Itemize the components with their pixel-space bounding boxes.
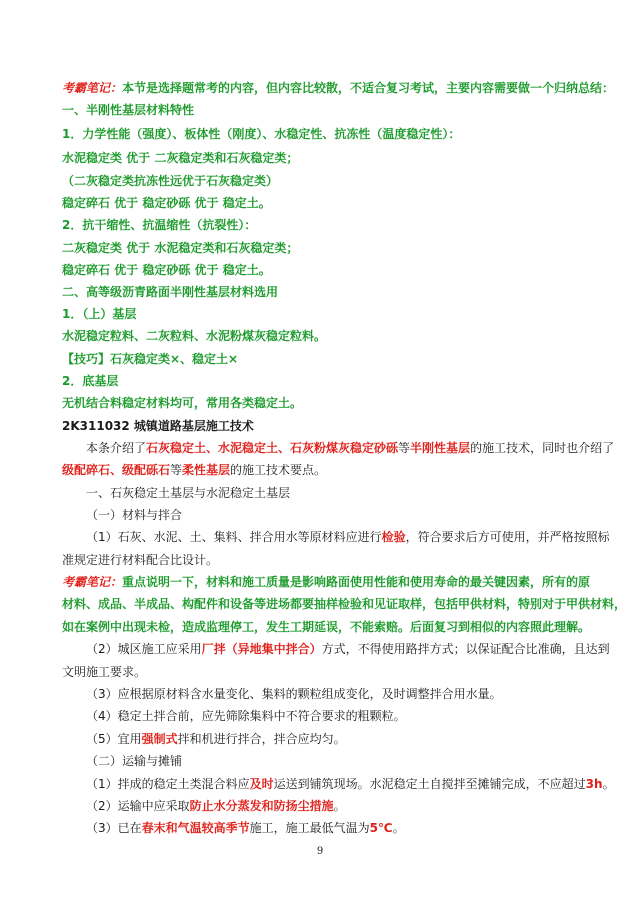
note-line: 材料、成品、半成品、构配件和设备等进场都要抽样检验和见证取样，包括甲供材料，特别对于甲供材料， [62,597,627,611]
subheading: 2．底基层 [62,374,119,388]
note-text: 本节是选择题常考的内容，但内容比较散，不适合复习考试，主要内容需要做一个归纳总结： [122,81,615,95]
page-number: 9 [316,846,324,857]
paragraph-line: 文明施工要求。 [62,665,147,679]
paragraph-line: （5）宜用强制式拌和机进行拌合，拌合应均匀。 [86,732,346,746]
text-line: （二灰稳定类抗冻性远优于石灰稳定类） [62,174,279,188]
section-heading-2: 二、高等级沥青路面半刚性基层材料选用 [62,285,279,299]
paragraph-line: （2）城区施工应采用厂拌（异地集中拌合）方式，不得使用路拌方式；以保证配合比准确，且达到 [86,642,610,656]
subsection-heading: （二）运输与摊铺 [86,754,183,768]
note-line: 如在案例中出现未检，造成监理停工，发生工期延误，不能索赔。后面复习到相似的内容照此理解。 [62,620,591,634]
text-line: 稳定碎石 优于 稳定砂砾 优于 稳定土。 [62,196,271,210]
paragraph-line: （2）运输中应采取防止水分蒸发和防扬尘措施。 [86,799,346,813]
paragraph-line: 级配碎石、级配砾石等柔性基层的施工技术要点。 [62,463,327,477]
text-line: 水泥稳定粒料、二灰粒料、水泥粉煤灰稳定粒料。 [62,329,327,343]
paragraph-line: 准规定进行材料配合比设计。 [62,553,219,567]
subsection-heading: （一）材料与拌合 [86,508,183,522]
section-code-title: 2K311032 城镇道路基层施工技术 [62,419,254,433]
item-2-heading: 2．抗干缩性、抗温缩性（抗裂性）： [62,218,257,232]
section-heading: 一、石灰稳定土基层与水泥稳定土基层 [86,486,291,500]
note-line-1 [62,80,614,96]
section-heading-1: 一、半刚性基层材料特性 [62,103,195,117]
text-line: 二灰稳定类 优于 水泥稳定类和石灰稳定类； [62,241,299,255]
subheading: 1．（上）基层 [62,307,137,321]
paragraph-line: （1）石灰、水泥、土、集料、拌合用水等原材料应进行检验，符合要求后方可使用，并严格按照标 [86,530,610,544]
text-line: 无机结合料稳定材料均可，常用各类稳定土。 [62,396,303,410]
note-line-2: 考霸笔记：重点说明一下，材料和施工质量是影响路面使用性能和使用寿命的最关键因素，所有的原 [62,575,591,589]
text-line: 水泥稳定类 优于 二灰稳定类和石灰稳定类； [62,151,299,165]
text-line: 稳定碎石 优于 稳定砂砾 优于 稳定土。 [62,263,271,277]
paragraph-line: （4）稳定土拌合前，应先筛除集料中不符合要求的粗颗粒。 [86,709,406,723]
paragraph-line: （3）应根据原材料含水量变化、集料的颗粒组成变化，及时调整拌合用水量。 [86,687,502,701]
paragraph-line: （1）拌成的稳定土类混合料应及时运送到铺筑现场。水泥稳定土自搅拌至摊铺完成，不应超过3h。 [86,777,615,791]
note-tag: 考霸笔记： [62,81,123,95]
paragraph-line: （3）已在春末和气温较高季节施工，施工最低气温为5℃。 [86,821,405,835]
item-1-heading: 1．力学性能（强度）、板体性（刚度）、水稳定性、抗冻性（温度稳定性）： [62,127,461,141]
tip-line: 【技巧】石灰稳定类×、稳定土× [62,352,239,366]
paragraph-line: 本条介绍了石灰稳定土、水泥稳定土、石灰粉煤灰稳定砂砾等半刚性基层的施工技术，同时也介绍了 [86,441,615,455]
